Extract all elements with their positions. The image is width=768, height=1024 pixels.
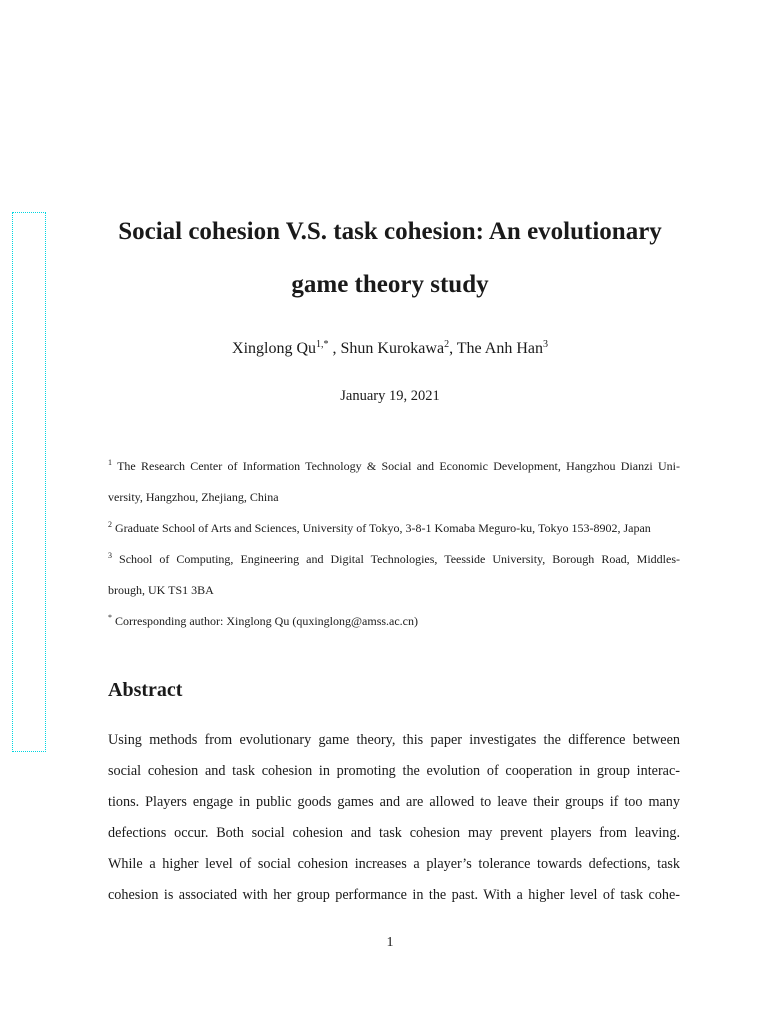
affiliation-mark: 2 [108,520,112,529]
author-affiliation-mark: 1,* [316,339,329,350]
affiliation-3-line-2: brough, UK TS1 3BA [108,583,214,597]
author-affiliation-mark: 3 [542,339,548,350]
corresponding-author [108,614,680,629]
paper-title-line-1: Social cohesion V.S. task cohesion: An evolutionary [118,218,662,245]
author-name: Shun Kurokawa [340,340,445,357]
author-affiliation-mark: 2 [444,339,450,350]
affiliation-text: The Research Center of Information Technology & Social and Economic Development, Hangzhou Dianzi Uni- [117,459,680,473]
abstract-heading: Abstract [108,679,183,701]
author-list: Xinglong $Qu^{1,*}$ , Shun Kurokawa$^2$, The Anh Han$^3$ [232,339,548,357]
affiliation-mark: 3 [108,551,112,560]
author-name: The Anh Han [456,340,543,357]
corresponding-text: Corresponding author: Xinglong Qu (quxinglong@amss.ac.cn) [115,614,419,628]
affiliation-text: Graduate School of Arts and Sciences, University of Tokyo, 3-8-1 Komaba Meguro-ku, Tokyo 153-8902, Japan [115,521,651,535]
abstract-line: Using methods from evolutionary game theory, this paper investigates the difference between [108,732,680,748]
affiliation-1-line-1 [108,459,680,474]
affiliation-mark: 1 [108,458,112,467]
affiliation-text: School of Computing, Engineering and Digital Technologies, Teesside University, Borough Road, Middles- [119,552,681,566]
arxiv-identifier-strip [12,212,46,752]
author-name: Xinglong Qu [232,340,317,357]
abstract-line: While a higher level of social cohesion increases a player’s tolerance towards defections, task [108,856,680,872]
affiliation-2 [108,521,680,536]
abstract-line: tions. Players engage in public goods games and are allowed to leave their groups if too many [108,794,680,810]
page-number: 1 [386,935,394,950]
abstract-line: defections occur. Both social cohesion and task cohesion may prevent players from leaving. [108,825,680,841]
corresponding-mark: * [108,613,112,622]
affiliation-1-line-2: versity, Hangzhou, Zhejiang, China [108,490,279,504]
affiliation-3-line-1 [108,552,680,567]
paper-title-line-2: game theory study [291,271,489,298]
abstract-line: social cohesion and task cohesion in promoting the evolution of cooperation in group interac- [108,763,680,779]
paper-date: January 19, 2021 [340,388,440,404]
abstract-line: cohesion is associated with her group performance in the past. With a higher level of task cohe- [108,887,680,903]
